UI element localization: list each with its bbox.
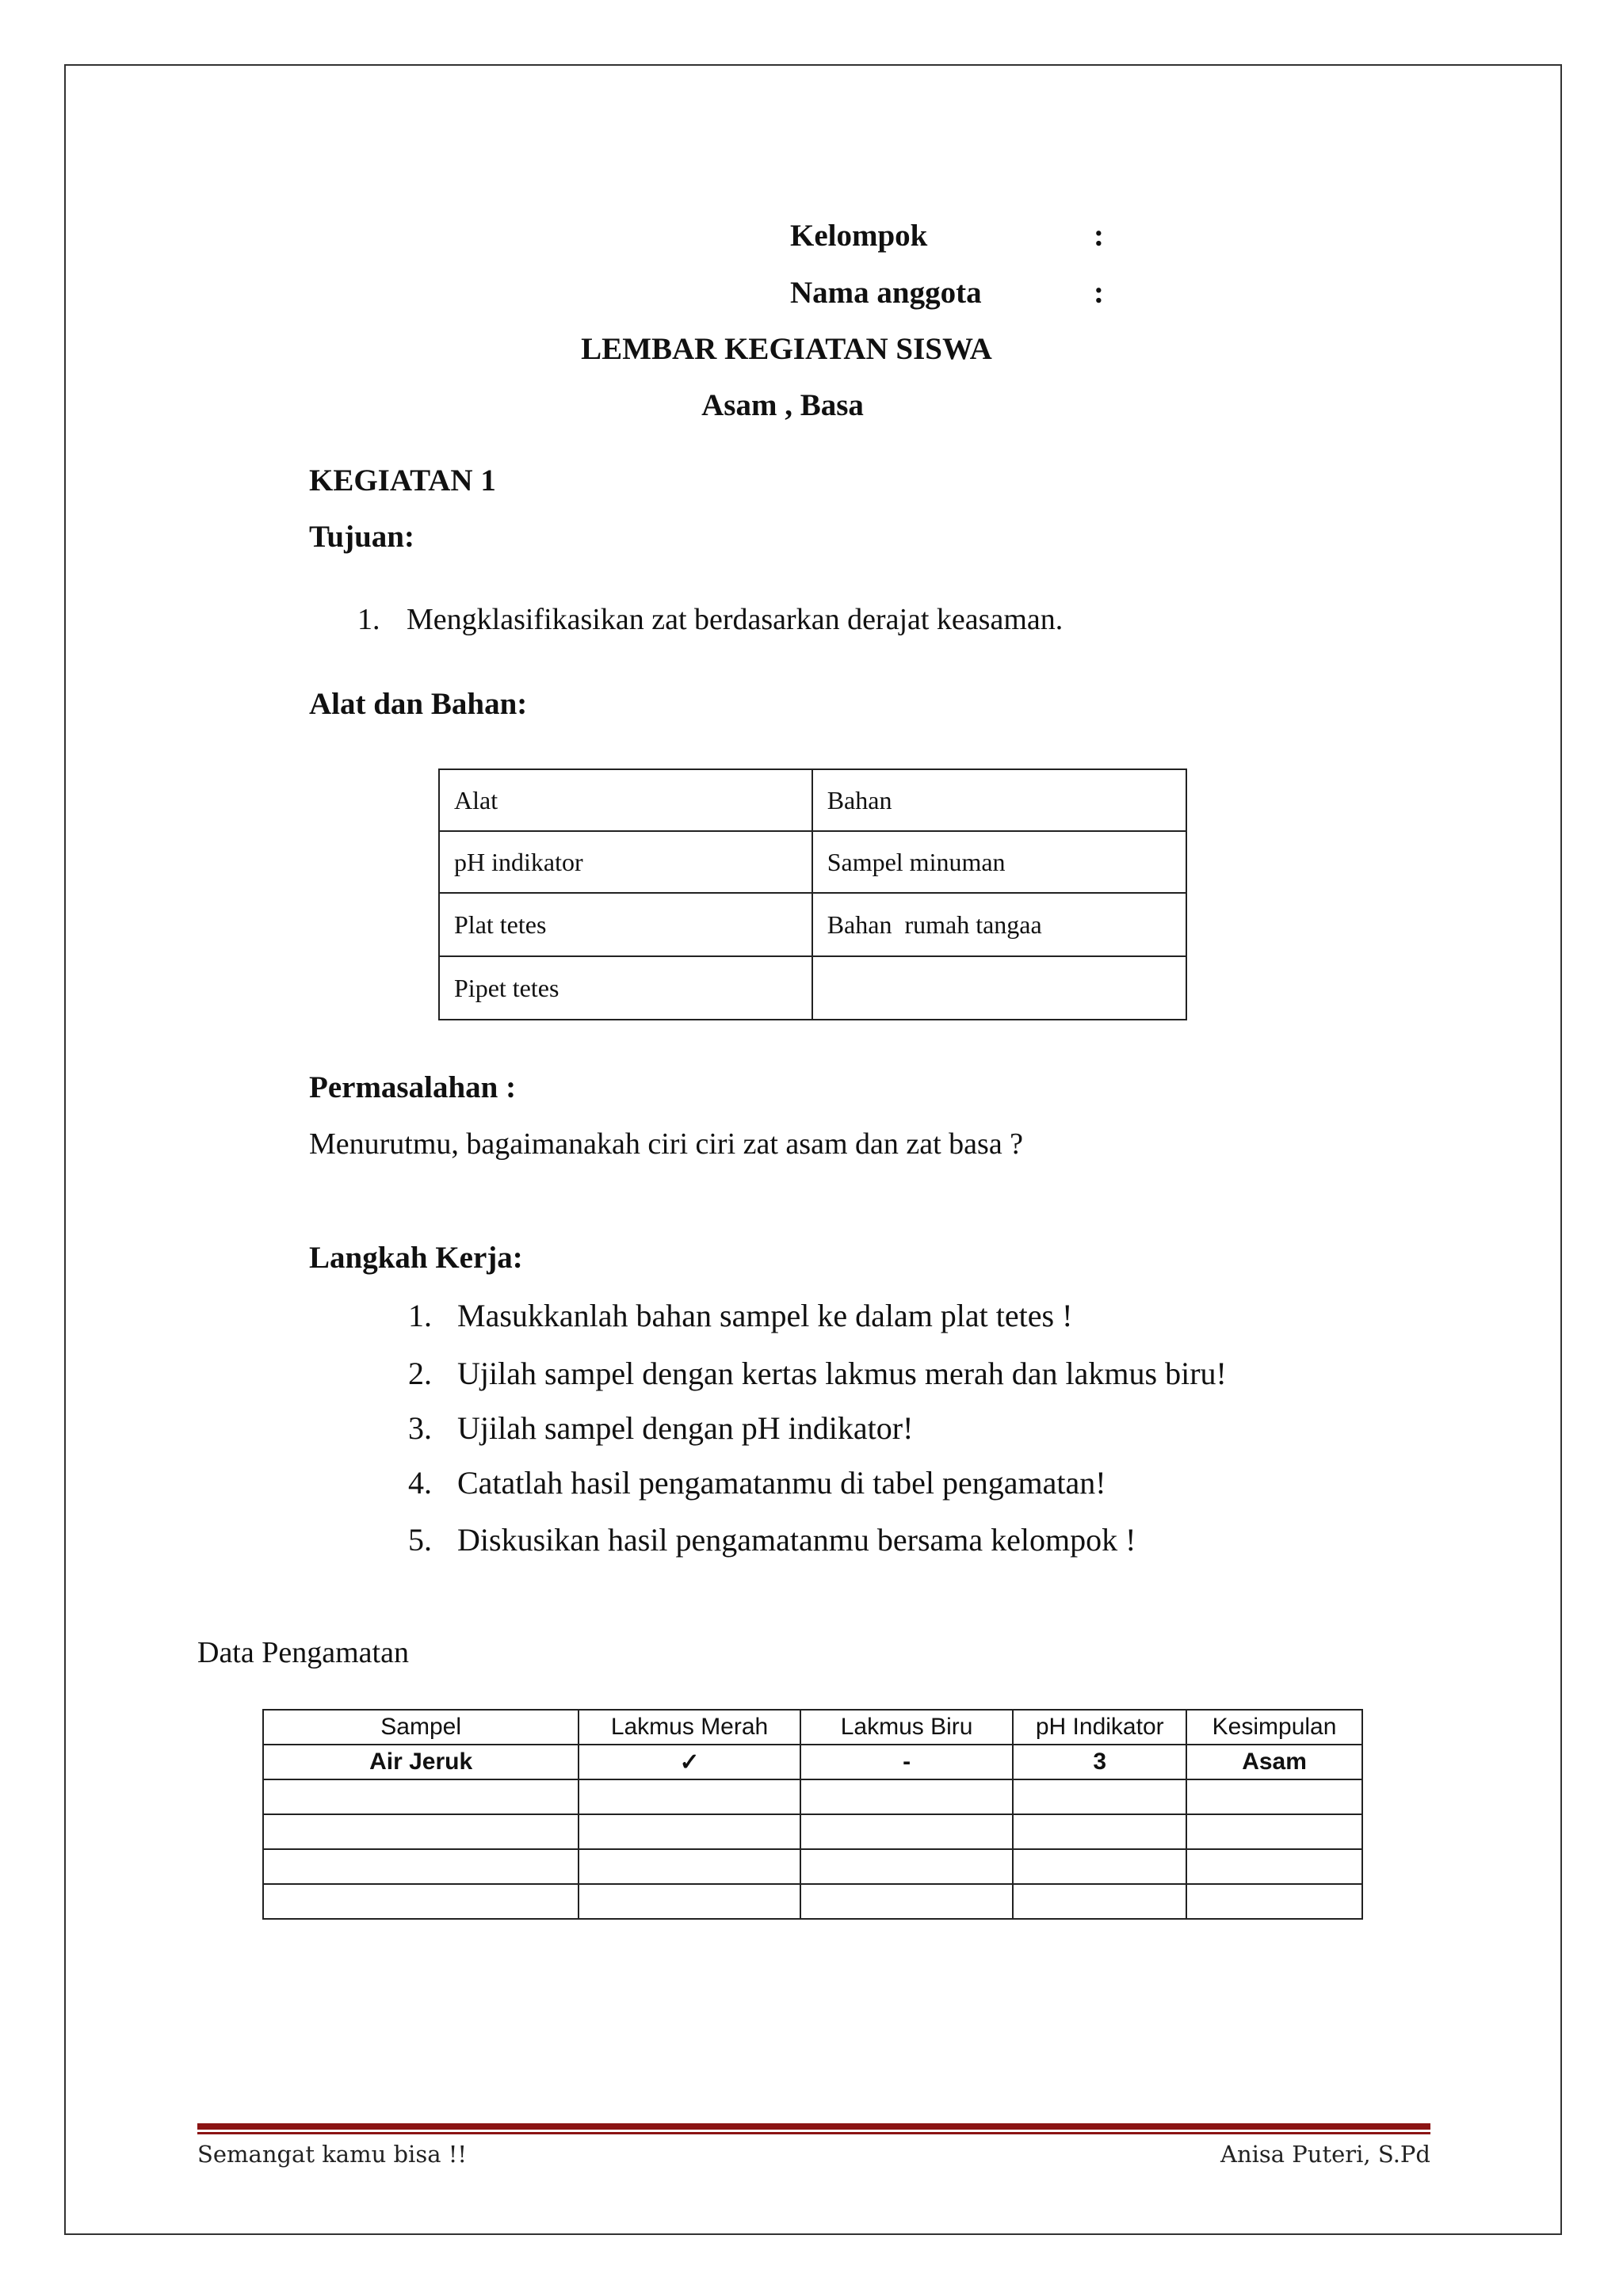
langkah-step bbox=[408, 1355, 1227, 1392]
table-cell[interactable] bbox=[263, 1779, 579, 1814]
table-cell[interactable] bbox=[263, 1814, 579, 1849]
langkah-step bbox=[408, 1464, 1106, 1501]
table-cell[interactable] bbox=[1186, 1814, 1362, 1849]
nama-anggota-label: Nama anggota bbox=[790, 276, 982, 310]
table-cell: ✓ bbox=[579, 1745, 800, 1779]
footer-rule-thin bbox=[197, 2132, 1430, 2134]
table-cell[interactable] bbox=[1013, 1814, 1186, 1849]
alat-bahan-table bbox=[438, 769, 1187, 1020]
table-cell[interactable] bbox=[1013, 1849, 1186, 1884]
tujuan-item-text: Mengklasifikasikan zat berdasarkan derajat keasaman. bbox=[407, 603, 1064, 636]
footer-right-text: Anisa Puteri, S.Pd bbox=[1220, 2141, 1430, 2168]
table-cell[interactable] bbox=[1013, 1779, 1186, 1814]
column-header: Kesimpulan bbox=[1186, 1710, 1362, 1745]
table-cell[interactable] bbox=[263, 1884, 579, 1919]
kelompok-label: Kelompok bbox=[790, 219, 928, 253]
table-cell[interactable] bbox=[579, 1814, 800, 1849]
step-text: Catatlah hasil pengamatanmu di tabel pengamatan! bbox=[457, 1465, 1106, 1501]
table-cell: Pipet tetes bbox=[439, 956, 812, 1020]
table-cell[interactable] bbox=[800, 1849, 1014, 1884]
table-cell[interactable] bbox=[579, 1849, 800, 1884]
table-cell[interactable] bbox=[1013, 1884, 1186, 1919]
kegiatan-heading: KEGIATAN 1 bbox=[309, 463, 496, 498]
nama-anggota-colon: : bbox=[1094, 276, 1104, 310]
tujuan-item bbox=[357, 602, 1063, 637]
table-cell[interactable] bbox=[1186, 1779, 1362, 1814]
table-cell[interactable] bbox=[263, 1849, 579, 1884]
table-cell: Alat bbox=[439, 769, 812, 831]
table-cell: - bbox=[800, 1745, 1014, 1779]
step-number: 1. bbox=[408, 1298, 432, 1333]
step-text: Ujilah sampel dengan kertas lakmus merah dan lakmus biru! bbox=[457, 1356, 1227, 1391]
table-cell: 3 bbox=[1013, 1745, 1186, 1779]
table-cell: Bahan bbox=[812, 769, 1186, 831]
step-number: 2. bbox=[408, 1356, 432, 1391]
langkah-step bbox=[408, 1297, 1072, 1334]
page-subtitle: Asam , Basa bbox=[701, 388, 864, 422]
step-text: Masukkanlah bahan sampel ke dalam plat tetes ! bbox=[457, 1298, 1073, 1333]
step-text: Ujilah sampel dengan pH indikator! bbox=[457, 1410, 914, 1446]
langkah-heading: Langkah Kerja: bbox=[309, 1241, 523, 1275]
step-text: Diskusikan hasil pengamatanmu bersama kelompok ! bbox=[457, 1522, 1136, 1558]
permasalahan-heading: Permasalahan : bbox=[309, 1070, 517, 1104]
permasalahan-text: Menurutmu, bagaimanakah ciri ciri zat asam dan zat basa ? bbox=[309, 1127, 1024, 1161]
kelompok-colon: : bbox=[1094, 219, 1104, 253]
table-cell: Air Jeruk bbox=[263, 1745, 579, 1779]
langkah-step bbox=[408, 1409, 913, 1447]
table-row bbox=[439, 769, 1186, 831]
table-cell bbox=[812, 956, 1186, 1020]
alat-bahan-heading: Alat dan Bahan: bbox=[309, 687, 528, 721]
table-cell: Asam bbox=[1186, 1745, 1362, 1779]
table-row bbox=[439, 956, 1186, 1020]
table-row bbox=[263, 1814, 1362, 1849]
table-cell[interactable] bbox=[800, 1884, 1014, 1919]
page-title: LEMBAR KEGIATAN SISWA bbox=[581, 332, 992, 366]
table-row bbox=[439, 893, 1186, 956]
tujuan-heading: Tujuan: bbox=[309, 520, 414, 554]
table-cell[interactable] bbox=[800, 1779, 1014, 1814]
table-cell: Plat tetes bbox=[439, 893, 812, 956]
table-row bbox=[263, 1745, 1362, 1779]
table-cell[interactable] bbox=[579, 1884, 800, 1919]
step-number: 3. bbox=[408, 1410, 432, 1446]
step-number: 5. bbox=[408, 1522, 432, 1558]
table-cell[interactable] bbox=[800, 1814, 1014, 1849]
column-header: pH Indikator bbox=[1013, 1710, 1186, 1745]
table-cell[interactable] bbox=[1186, 1884, 1362, 1919]
footer-rule-thick bbox=[197, 2123, 1430, 2130]
table-cell[interactable] bbox=[579, 1779, 800, 1814]
column-header: Lakmus Biru bbox=[800, 1710, 1014, 1745]
table-cell: pH indikator bbox=[439, 831, 812, 893]
data-pengamatan-table bbox=[262, 1709, 1363, 1920]
table-cell: Bahan rumah tangaa bbox=[812, 893, 1186, 956]
table-row bbox=[263, 1849, 1362, 1884]
table-row bbox=[263, 1884, 1362, 1919]
data-pengamatan-heading: Data Pengamatan bbox=[197, 1636, 409, 1669]
table-cell[interactable] bbox=[1186, 1849, 1362, 1884]
langkah-step bbox=[408, 1521, 1136, 1558]
tujuan-item-number: 1. bbox=[357, 603, 380, 636]
table-row bbox=[439, 831, 1186, 893]
table-cell: Sampel minuman bbox=[812, 831, 1186, 893]
column-header: Sampel bbox=[263, 1710, 579, 1745]
table-header-row bbox=[263, 1710, 1362, 1745]
step-number: 4. bbox=[408, 1465, 432, 1501]
table-row bbox=[263, 1779, 1362, 1814]
footer-left-text: Semangat kamu bisa !! bbox=[197, 2141, 468, 2168]
column-header: Lakmus Merah bbox=[579, 1710, 800, 1745]
